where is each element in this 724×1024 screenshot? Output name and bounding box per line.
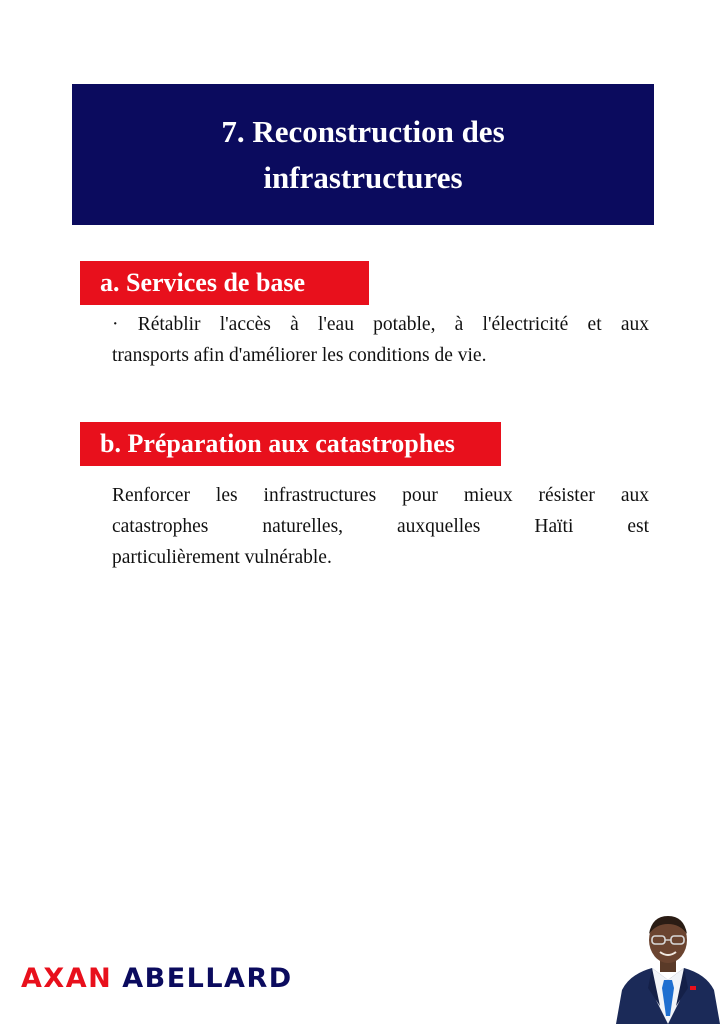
body-line: transports afin d'améliorer les conditions de vie.: [112, 345, 487, 366]
brand-name: [21, 963, 293, 994]
body-line: Renforcer les infrastructures pour mieux résister aux: [112, 485, 649, 506]
title-line-2: infrastructures: [263, 159, 463, 195]
section-body-services: [112, 309, 649, 371]
title-line-1: 7. Reconstruction des: [221, 113, 505, 149]
section-heading-services: a. Services de base: [80, 261, 369, 305]
brand-last-name: ABELLARD: [122, 963, 293, 994]
title-banner: [72, 84, 654, 225]
body-line: catastrophes naturelles, auxquelles Haïti est: [112, 516, 649, 537]
candidate-portrait-icon: [612, 910, 724, 1024]
body-line: · Rétablir l'accès à l'eau potable, à l'électricité et aux: [112, 314, 649, 335]
section-heading-catastrophes: b. Préparation aux catastrophes: [80, 422, 501, 466]
body-line: particulièrement vulnérable.: [112, 547, 332, 568]
brand-first-name: AXAN: [21, 963, 113, 994]
section-body-catastrophes: [112, 480, 649, 573]
